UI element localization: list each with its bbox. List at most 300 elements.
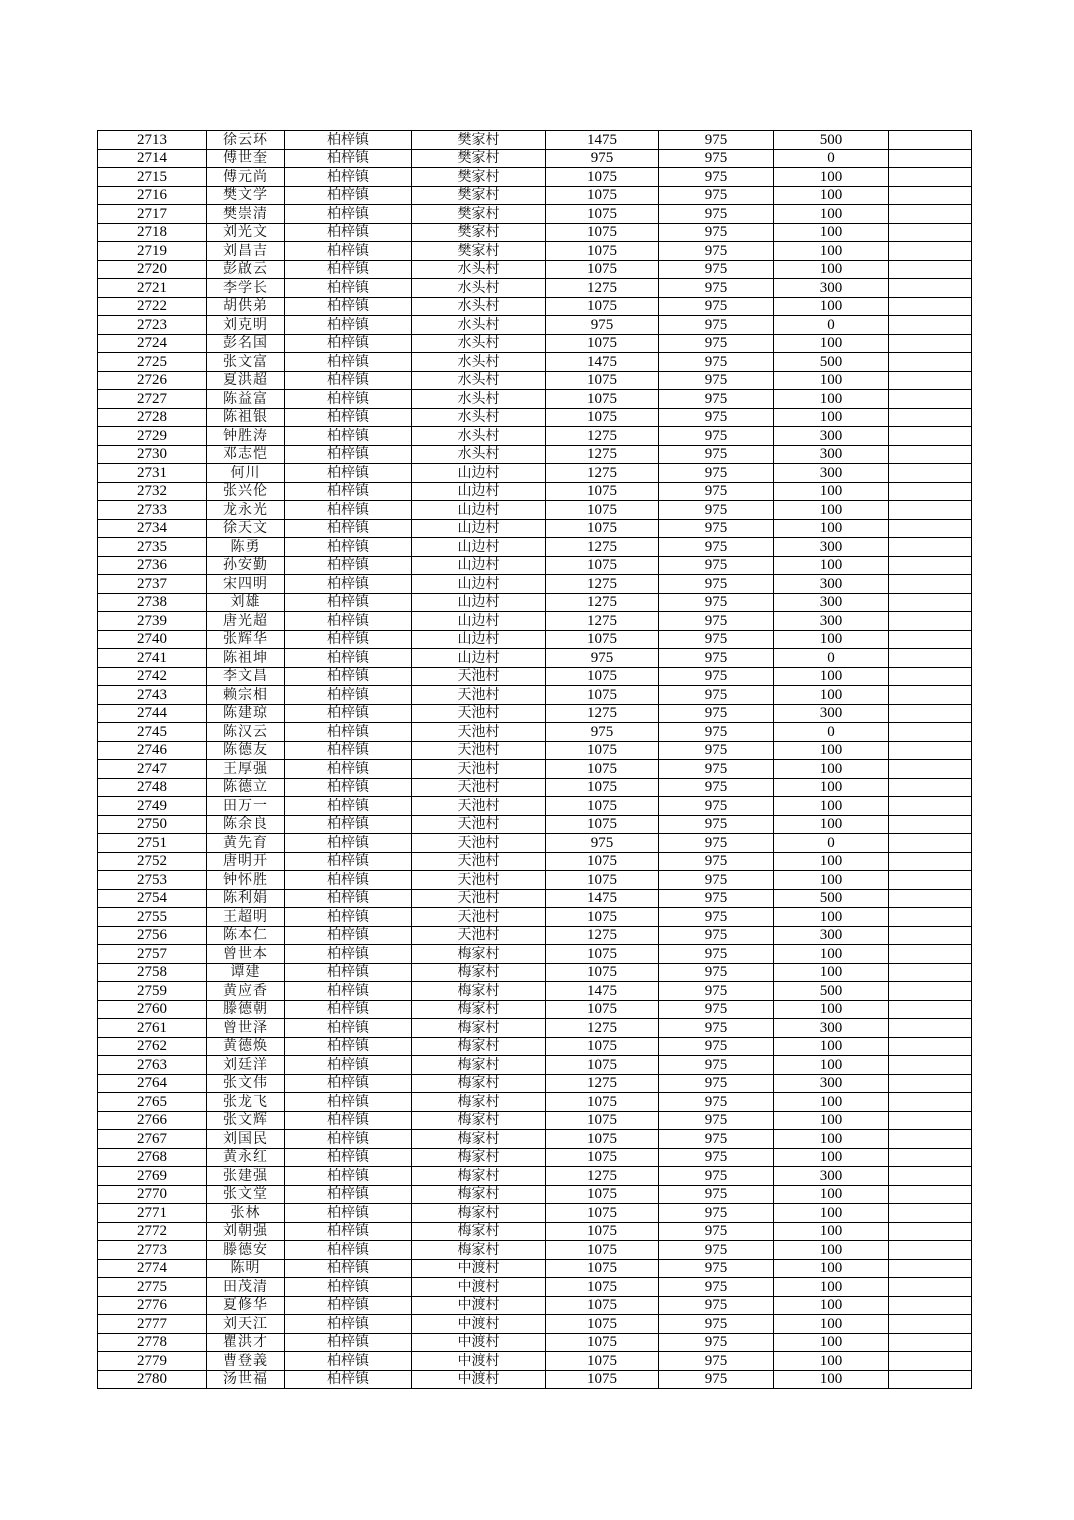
name-cell: 钟胜涛 — [207, 427, 285, 446]
remark-cell — [889, 1019, 972, 1038]
difference-cell: 100 — [774, 408, 889, 427]
total-amount-cell: 1475 — [546, 353, 659, 372]
remark-cell — [889, 205, 972, 224]
table-row — [98, 1019, 972, 1038]
town-cell: 柏梓镇 — [285, 408, 412, 427]
remark-cell — [889, 1037, 972, 1056]
village-cell: 梅家村 — [412, 1093, 546, 1112]
base-amount-cell: 975 — [659, 1333, 774, 1352]
remark-cell — [889, 390, 972, 409]
remark-cell — [889, 834, 972, 853]
base-amount-cell: 975 — [659, 889, 774, 908]
remark-cell — [889, 575, 972, 594]
difference-cell: 100 — [774, 205, 889, 224]
name-cell: 滕德安 — [207, 1241, 285, 1260]
total-amount-cell: 1075 — [546, 686, 659, 705]
remark-cell — [889, 889, 972, 908]
difference-cell: 100 — [774, 760, 889, 779]
difference-cell: 300 — [774, 1074, 889, 1093]
base-amount-cell: 975 — [659, 1019, 774, 1038]
village-cell: 山边村 — [412, 649, 546, 668]
town-cell: 柏梓镇 — [285, 1130, 412, 1149]
difference-cell: 300 — [774, 704, 889, 723]
name-cell: 谭建 — [207, 963, 285, 982]
difference-cell: 100 — [774, 1000, 889, 1019]
town-cell: 柏梓镇 — [285, 131, 412, 150]
base-amount-cell: 975 — [659, 630, 774, 649]
name-cell: 瞿洪才 — [207, 1333, 285, 1352]
town-cell: 柏梓镇 — [285, 1352, 412, 1371]
row-number-cell: 2768 — [98, 1148, 207, 1167]
remark-cell — [889, 1093, 972, 1112]
table-row — [98, 1111, 972, 1130]
remark-cell — [889, 1056, 972, 1075]
row-number-cell: 2764 — [98, 1074, 207, 1093]
town-cell: 柏梓镇 — [285, 1204, 412, 1223]
table-row — [98, 316, 972, 335]
row-number-cell: 2772 — [98, 1222, 207, 1241]
village-cell: 梅家村 — [412, 1204, 546, 1223]
table-row — [98, 1204, 972, 1223]
town-cell: 柏梓镇 — [285, 945, 412, 964]
remark-cell — [889, 242, 972, 261]
difference-cell: 100 — [774, 186, 889, 205]
difference-cell: 100 — [774, 1296, 889, 1315]
village-cell: 樊家村 — [412, 205, 546, 224]
village-cell: 樊家村 — [412, 242, 546, 261]
difference-cell: 300 — [774, 575, 889, 594]
difference-cell: 100 — [774, 963, 889, 982]
name-cell: 汤世福 — [207, 1370, 285, 1389]
row-number-cell: 2721 — [98, 279, 207, 298]
town-cell: 柏梓镇 — [285, 168, 412, 187]
difference-cell: 500 — [774, 889, 889, 908]
total-amount-cell: 1075 — [546, 1204, 659, 1223]
village-cell: 天池村 — [412, 926, 546, 945]
town-cell: 柏梓镇 — [285, 1037, 412, 1056]
difference-cell: 500 — [774, 131, 889, 150]
table-row — [98, 871, 972, 890]
town-cell: 柏梓镇 — [285, 353, 412, 372]
table-row — [98, 168, 972, 187]
remark-cell — [889, 279, 972, 298]
remark-cell — [889, 630, 972, 649]
row-number-cell: 2770 — [98, 1185, 207, 1204]
total-amount-cell: 1075 — [546, 797, 659, 816]
base-amount-cell: 975 — [659, 797, 774, 816]
town-cell: 柏梓镇 — [285, 390, 412, 409]
total-amount-cell: 1275 — [546, 575, 659, 594]
row-number-cell: 2729 — [98, 427, 207, 446]
name-cell: 彭啟云 — [207, 260, 285, 279]
village-cell: 天池村 — [412, 760, 546, 779]
table-row — [98, 575, 972, 594]
name-cell: 张龙飞 — [207, 1093, 285, 1112]
row-number-cell: 2722 — [98, 297, 207, 316]
name-cell: 傅世奎 — [207, 149, 285, 168]
village-cell: 水头村 — [412, 353, 546, 372]
name-cell: 夏洪超 — [207, 371, 285, 390]
total-amount-cell: 975 — [546, 834, 659, 853]
name-cell: 王超明 — [207, 908, 285, 927]
table-row — [98, 1241, 972, 1260]
row-number-cell: 2740 — [98, 630, 207, 649]
base-amount-cell: 975 — [659, 1148, 774, 1167]
village-cell: 水头村 — [412, 427, 546, 446]
total-amount-cell: 1075 — [546, 852, 659, 871]
row-number-cell: 2728 — [98, 408, 207, 427]
total-amount-cell: 1075 — [546, 778, 659, 797]
name-cell: 陈本仁 — [207, 926, 285, 945]
name-cell: 刘朝强 — [207, 1222, 285, 1241]
remark-cell — [889, 815, 972, 834]
town-cell: 柏梓镇 — [285, 242, 412, 261]
village-cell: 梅家村 — [412, 1167, 546, 1186]
remark-cell — [889, 1130, 972, 1149]
village-cell: 天池村 — [412, 741, 546, 760]
row-number-cell: 2773 — [98, 1241, 207, 1260]
table-row — [98, 889, 972, 908]
row-number-cell: 2751 — [98, 834, 207, 853]
row-number-cell: 2743 — [98, 686, 207, 705]
row-number-cell: 2745 — [98, 723, 207, 742]
town-cell: 柏梓镇 — [285, 1370, 412, 1389]
base-amount-cell: 975 — [659, 593, 774, 612]
difference-cell: 100 — [774, 1204, 889, 1223]
base-amount-cell: 975 — [659, 371, 774, 390]
difference-cell: 300 — [774, 593, 889, 612]
difference-cell: 100 — [774, 945, 889, 964]
name-cell: 龙永光 — [207, 501, 285, 520]
remark-cell — [889, 297, 972, 316]
table-row — [98, 1352, 972, 1371]
remark-cell — [889, 778, 972, 797]
base-amount-cell: 975 — [659, 186, 774, 205]
base-amount-cell: 975 — [659, 1352, 774, 1371]
table-row — [98, 593, 972, 612]
name-cell: 陈余良 — [207, 815, 285, 834]
name-cell: 曹登義 — [207, 1352, 285, 1371]
total-amount-cell: 1275 — [546, 464, 659, 483]
difference-cell: 0 — [774, 649, 889, 668]
table-row — [98, 464, 972, 483]
remark-cell — [889, 1185, 972, 1204]
name-cell: 陈勇 — [207, 538, 285, 557]
total-amount-cell: 1075 — [546, 260, 659, 279]
village-cell: 樊家村 — [412, 186, 546, 205]
remark-cell — [889, 149, 972, 168]
village-cell: 天池村 — [412, 889, 546, 908]
village-cell: 樊家村 — [412, 131, 546, 150]
difference-cell: 100 — [774, 371, 889, 390]
village-cell: 天池村 — [412, 686, 546, 705]
row-number-cell: 2760 — [98, 1000, 207, 1019]
town-cell: 柏梓镇 — [285, 926, 412, 945]
total-amount-cell: 1075 — [546, 1333, 659, 1352]
base-amount-cell: 975 — [659, 1204, 774, 1223]
town-cell: 柏梓镇 — [285, 1222, 412, 1241]
village-cell: 梅家村 — [412, 1056, 546, 1075]
village-cell: 天池村 — [412, 778, 546, 797]
table-row — [98, 1037, 972, 1056]
village-cell: 梅家村 — [412, 1222, 546, 1241]
difference-cell: 100 — [774, 1370, 889, 1389]
town-cell: 柏梓镇 — [285, 149, 412, 168]
difference-cell: 0 — [774, 834, 889, 853]
village-cell: 水头村 — [412, 297, 546, 316]
table-row — [98, 445, 972, 464]
row-number-cell: 2749 — [98, 797, 207, 816]
base-amount-cell: 975 — [659, 1093, 774, 1112]
row-number-cell: 2718 — [98, 223, 207, 242]
village-cell: 梅家村 — [412, 1111, 546, 1130]
town-cell: 柏梓镇 — [285, 223, 412, 242]
town-cell: 柏梓镇 — [285, 316, 412, 335]
total-amount-cell: 1075 — [546, 1315, 659, 1334]
difference-cell: 300 — [774, 464, 889, 483]
village-cell: 梅家村 — [412, 1074, 546, 1093]
base-amount-cell: 975 — [659, 131, 774, 150]
table-row — [98, 1000, 972, 1019]
difference-cell: 300 — [774, 445, 889, 464]
name-cell: 陈益富 — [207, 390, 285, 409]
difference-cell: 100 — [774, 390, 889, 409]
table-row — [98, 205, 972, 224]
village-cell: 樊家村 — [412, 149, 546, 168]
village-cell: 梅家村 — [412, 963, 546, 982]
total-amount-cell: 1075 — [546, 168, 659, 187]
total-amount-cell: 975 — [546, 723, 659, 742]
base-amount-cell: 975 — [659, 1296, 774, 1315]
remark-cell — [889, 482, 972, 501]
total-amount-cell: 1075 — [546, 1185, 659, 1204]
village-cell: 梅家村 — [412, 1037, 546, 1056]
difference-cell: 100 — [774, 1333, 889, 1352]
town-cell: 柏梓镇 — [285, 815, 412, 834]
base-amount-cell: 975 — [659, 815, 774, 834]
village-cell: 天池村 — [412, 908, 546, 927]
difference-cell: 100 — [774, 630, 889, 649]
row-number-cell: 2727 — [98, 390, 207, 409]
remark-cell — [889, 612, 972, 631]
village-cell: 山边村 — [412, 612, 546, 631]
table-row — [98, 778, 972, 797]
remark-cell — [889, 408, 972, 427]
total-amount-cell: 1075 — [546, 1370, 659, 1389]
difference-cell: 100 — [774, 501, 889, 520]
base-amount-cell: 975 — [659, 667, 774, 686]
table-row — [98, 760, 972, 779]
base-amount-cell: 975 — [659, 1241, 774, 1260]
table-row — [98, 945, 972, 964]
village-cell: 梅家村 — [412, 1148, 546, 1167]
base-amount-cell: 975 — [659, 1370, 774, 1389]
base-amount-cell: 975 — [659, 445, 774, 464]
row-number-cell: 2719 — [98, 242, 207, 261]
total-amount-cell: 1075 — [546, 501, 659, 520]
table-row — [98, 852, 972, 871]
row-number-cell: 2747 — [98, 760, 207, 779]
name-cell: 张文堂 — [207, 1185, 285, 1204]
remark-cell — [889, 852, 972, 871]
name-cell: 黄永红 — [207, 1148, 285, 1167]
remark-cell — [889, 1204, 972, 1223]
base-amount-cell: 975 — [659, 242, 774, 261]
name-cell: 滕德朝 — [207, 1000, 285, 1019]
table-row — [98, 538, 972, 557]
total-amount-cell: 1075 — [546, 1222, 659, 1241]
remark-cell — [889, 223, 972, 242]
village-cell: 梅家村 — [412, 1185, 546, 1204]
remark-cell — [889, 871, 972, 890]
row-number-cell: 2723 — [98, 316, 207, 335]
name-cell: 王厚强 — [207, 760, 285, 779]
name-cell: 宋四明 — [207, 575, 285, 594]
name-cell: 赖宗相 — [207, 686, 285, 705]
difference-cell: 100 — [774, 1130, 889, 1149]
base-amount-cell: 975 — [659, 1315, 774, 1334]
difference-cell: 100 — [774, 908, 889, 927]
table-row — [98, 612, 972, 631]
difference-cell: 0 — [774, 149, 889, 168]
base-amount-cell: 975 — [659, 704, 774, 723]
base-amount-cell: 975 — [659, 556, 774, 575]
village-cell: 梅家村 — [412, 1019, 546, 1038]
name-cell: 李文昌 — [207, 667, 285, 686]
table-row — [98, 908, 972, 927]
base-amount-cell: 975 — [659, 334, 774, 353]
row-number-cell: 2715 — [98, 168, 207, 187]
remark-cell — [889, 260, 972, 279]
table-row — [98, 704, 972, 723]
total-amount-cell: 1075 — [546, 1296, 659, 1315]
row-number-cell: 2717 — [98, 205, 207, 224]
town-cell: 柏梓镇 — [285, 667, 412, 686]
total-amount-cell: 1475 — [546, 131, 659, 150]
difference-cell: 100 — [774, 1315, 889, 1334]
town-cell: 柏梓镇 — [285, 908, 412, 927]
name-cell: 唐明开 — [207, 852, 285, 871]
base-amount-cell: 975 — [659, 205, 774, 224]
name-cell: 唐光超 — [207, 612, 285, 631]
total-amount-cell: 1275 — [546, 926, 659, 945]
table-row — [98, 149, 972, 168]
name-cell: 樊崇清 — [207, 205, 285, 224]
base-amount-cell: 975 — [659, 519, 774, 538]
row-number-cell: 2758 — [98, 963, 207, 982]
total-amount-cell: 1275 — [546, 279, 659, 298]
total-amount-cell: 1075 — [546, 963, 659, 982]
village-cell: 天池村 — [412, 797, 546, 816]
total-amount-cell: 1075 — [546, 908, 659, 927]
village-cell: 中渡村 — [412, 1278, 546, 1297]
row-number-cell: 2757 — [98, 945, 207, 964]
village-cell: 山边村 — [412, 501, 546, 520]
base-amount-cell: 975 — [659, 168, 774, 187]
village-cell: 梅家村 — [412, 945, 546, 964]
table-row — [98, 427, 972, 446]
base-amount-cell: 975 — [659, 926, 774, 945]
base-amount-cell: 975 — [659, 1278, 774, 1297]
difference-cell: 300 — [774, 427, 889, 446]
remark-cell — [889, 723, 972, 742]
difference-cell: 100 — [774, 1185, 889, 1204]
remark-cell — [889, 982, 972, 1001]
name-cell: 张辉华 — [207, 630, 285, 649]
row-number-cell: 2752 — [98, 852, 207, 871]
name-cell: 张文辉 — [207, 1111, 285, 1130]
name-cell: 曾世本 — [207, 945, 285, 964]
row-number-cell: 2763 — [98, 1056, 207, 1075]
village-cell: 水头村 — [412, 260, 546, 279]
remark-cell — [889, 1370, 972, 1389]
remark-cell — [889, 1111, 972, 1130]
town-cell: 柏梓镇 — [285, 538, 412, 557]
village-cell: 天池村 — [412, 834, 546, 853]
town-cell: 柏梓镇 — [285, 593, 412, 612]
table-row — [98, 223, 972, 242]
difference-cell: 100 — [774, 1241, 889, 1260]
village-cell: 山边村 — [412, 519, 546, 538]
total-amount-cell: 1075 — [546, 1148, 659, 1167]
remark-cell — [889, 667, 972, 686]
name-cell: 张文伟 — [207, 1074, 285, 1093]
town-cell: 柏梓镇 — [285, 464, 412, 483]
base-amount-cell: 975 — [659, 427, 774, 446]
total-amount-cell: 1075 — [546, 186, 659, 205]
remark-cell — [889, 538, 972, 557]
base-amount-cell: 975 — [659, 297, 774, 316]
difference-cell: 100 — [774, 1222, 889, 1241]
town-cell: 柏梓镇 — [285, 427, 412, 446]
remark-cell — [889, 1296, 972, 1315]
base-amount-cell: 975 — [659, 1167, 774, 1186]
row-number-cell: 2759 — [98, 982, 207, 1001]
remark-cell — [889, 1148, 972, 1167]
village-cell: 天池村 — [412, 815, 546, 834]
town-cell: 柏梓镇 — [285, 501, 412, 520]
row-number-cell: 2754 — [98, 889, 207, 908]
town-cell: 柏梓镇 — [285, 1019, 412, 1038]
remark-cell — [889, 131, 972, 150]
base-amount-cell: 975 — [659, 1259, 774, 1278]
base-amount-cell: 975 — [659, 316, 774, 335]
remark-cell — [889, 1278, 972, 1297]
base-amount-cell: 975 — [659, 1056, 774, 1075]
name-cell: 刘天江 — [207, 1315, 285, 1334]
table-row — [98, 279, 972, 298]
village-cell: 天池村 — [412, 871, 546, 890]
name-cell: 刘昌吉 — [207, 242, 285, 261]
town-cell: 柏梓镇 — [285, 649, 412, 668]
row-number-cell: 2738 — [98, 593, 207, 612]
row-number-cell: 2753 — [98, 871, 207, 890]
difference-cell: 100 — [774, 223, 889, 242]
total-amount-cell: 1075 — [546, 1000, 659, 1019]
difference-cell: 100 — [774, 168, 889, 187]
table-row — [98, 1056, 972, 1075]
table-row — [98, 1148, 972, 1167]
base-amount-cell: 975 — [659, 149, 774, 168]
village-cell: 中渡村 — [412, 1352, 546, 1371]
total-amount-cell: 1275 — [546, 704, 659, 723]
table-row — [98, 982, 972, 1001]
difference-cell: 100 — [774, 815, 889, 834]
total-amount-cell: 1075 — [546, 1130, 659, 1149]
total-amount-cell: 1075 — [546, 1259, 659, 1278]
town-cell: 柏梓镇 — [285, 260, 412, 279]
name-cell: 刘国民 — [207, 1130, 285, 1149]
